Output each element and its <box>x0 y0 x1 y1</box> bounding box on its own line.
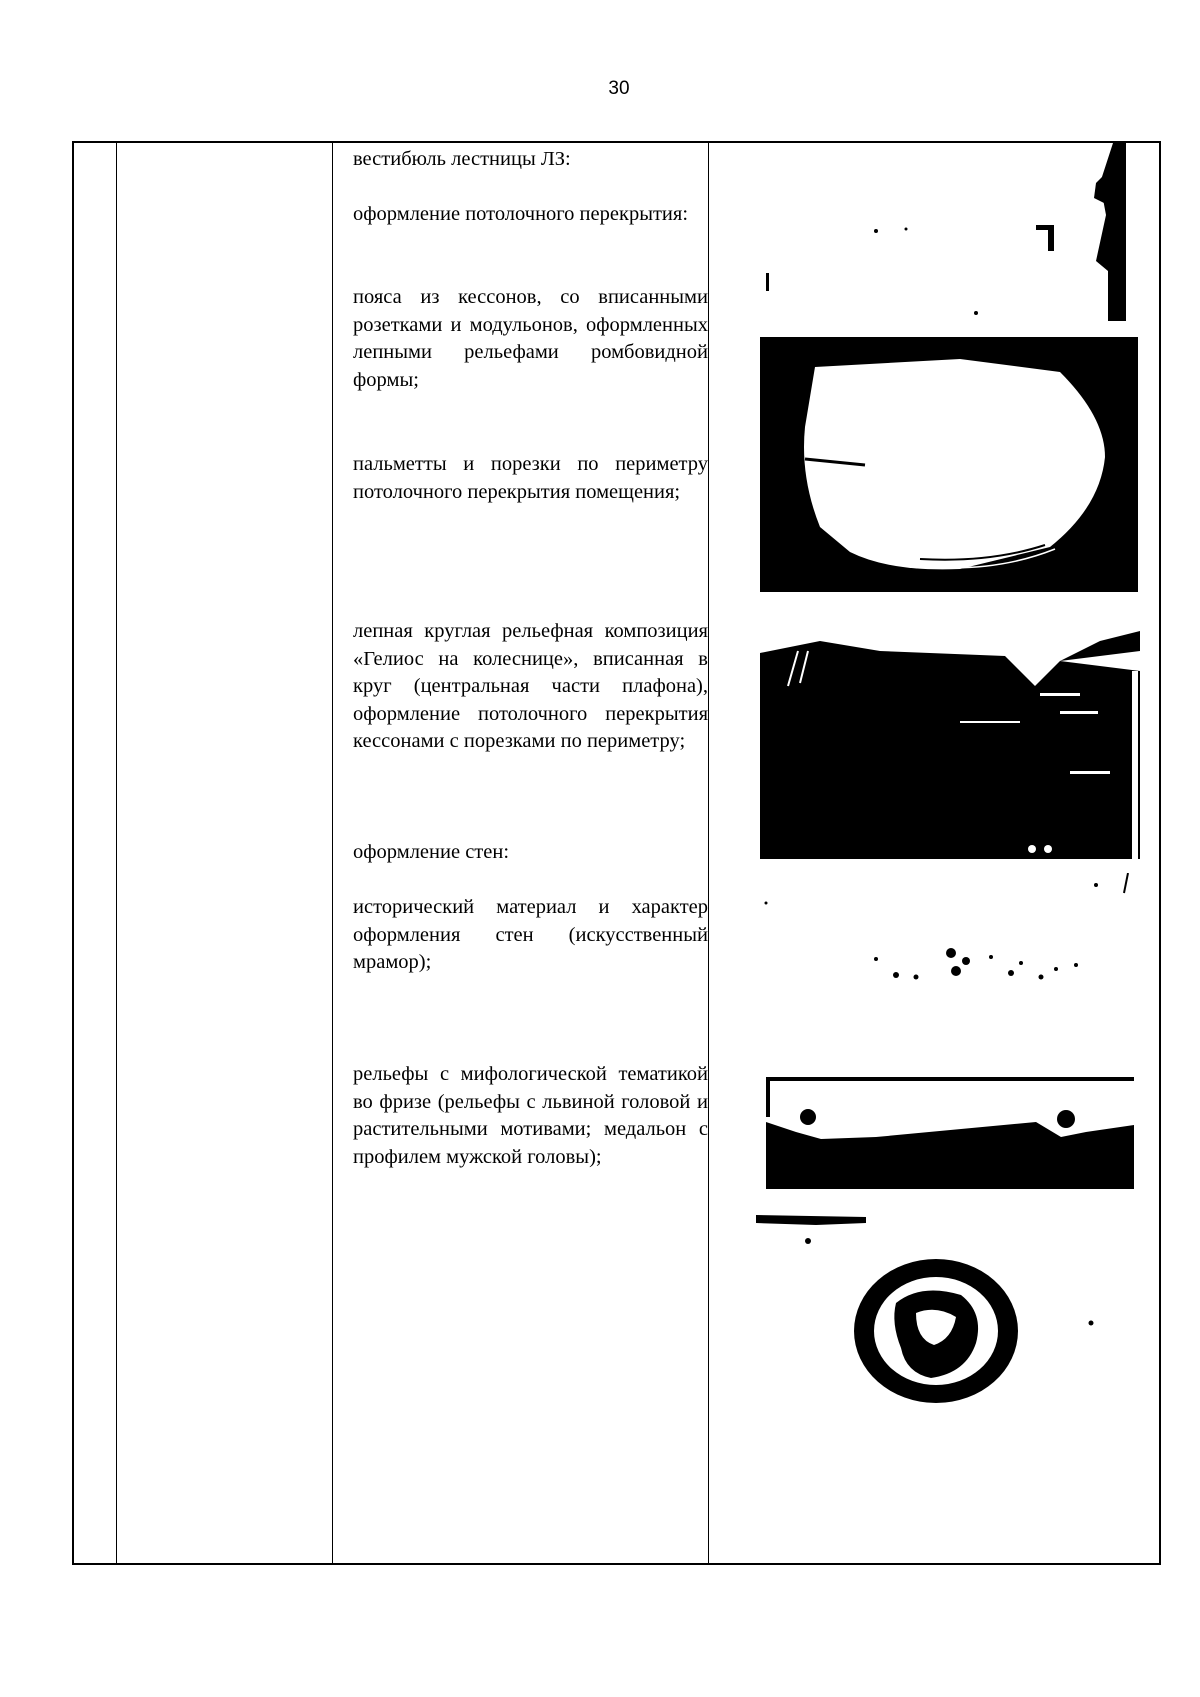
paragraph-palmettes: пальметты и порезки по периметру потолочного перекрытия помещения; <box>353 453 708 503</box>
paragraph-walls: оформление стен: <box>353 841 510 863</box>
paragraph-caissons: пояса из кессонов, со вписанными розетками и модульонов, оформленных лепными рельефами ромбовидной формы; <box>353 286 708 391</box>
paragraph-marble: исторический материал и характер оформления стен (искусственный мрамор); <box>353 896 708 974</box>
photo-column-fragment <box>756 143 1126 323</box>
heritage-table <box>72 141 1161 1565</box>
page-number: 30 <box>608 78 630 99</box>
photo-dome <box>760 337 1138 592</box>
column-divider-3 <box>708 143 709 1563</box>
paragraph-reliefs: рельефы с мифологической тематикой во фризе (рельефы с львиной головой и растительными мотивами; медальон с профилем мужской головы); <box>353 1063 708 1168</box>
column-divider-2 <box>332 143 333 1563</box>
paragraph-ceiling: оформление потолочного перекрытия: <box>353 203 689 225</box>
photo-column <box>726 143 1161 1563</box>
photo-marble-wall <box>756 873 1146 1003</box>
photo-ceiling-coffers <box>760 631 1140 859</box>
photo-medallion-profile <box>756 1213 1146 1403</box>
column-divider-1 <box>116 143 117 1563</box>
paragraph-helios: лепная круглая рельефная композиция «Гелиос на колеснице», вписанная в круг (центральная части плафона), оформление потолочного перекрытия кессонами с порезками по периметру; <box>353 620 708 753</box>
paragraph-vestibule: вестибюль лестницы ЛЗ: <box>353 148 571 170</box>
photo-frieze-reliefs <box>766 1077 1134 1189</box>
